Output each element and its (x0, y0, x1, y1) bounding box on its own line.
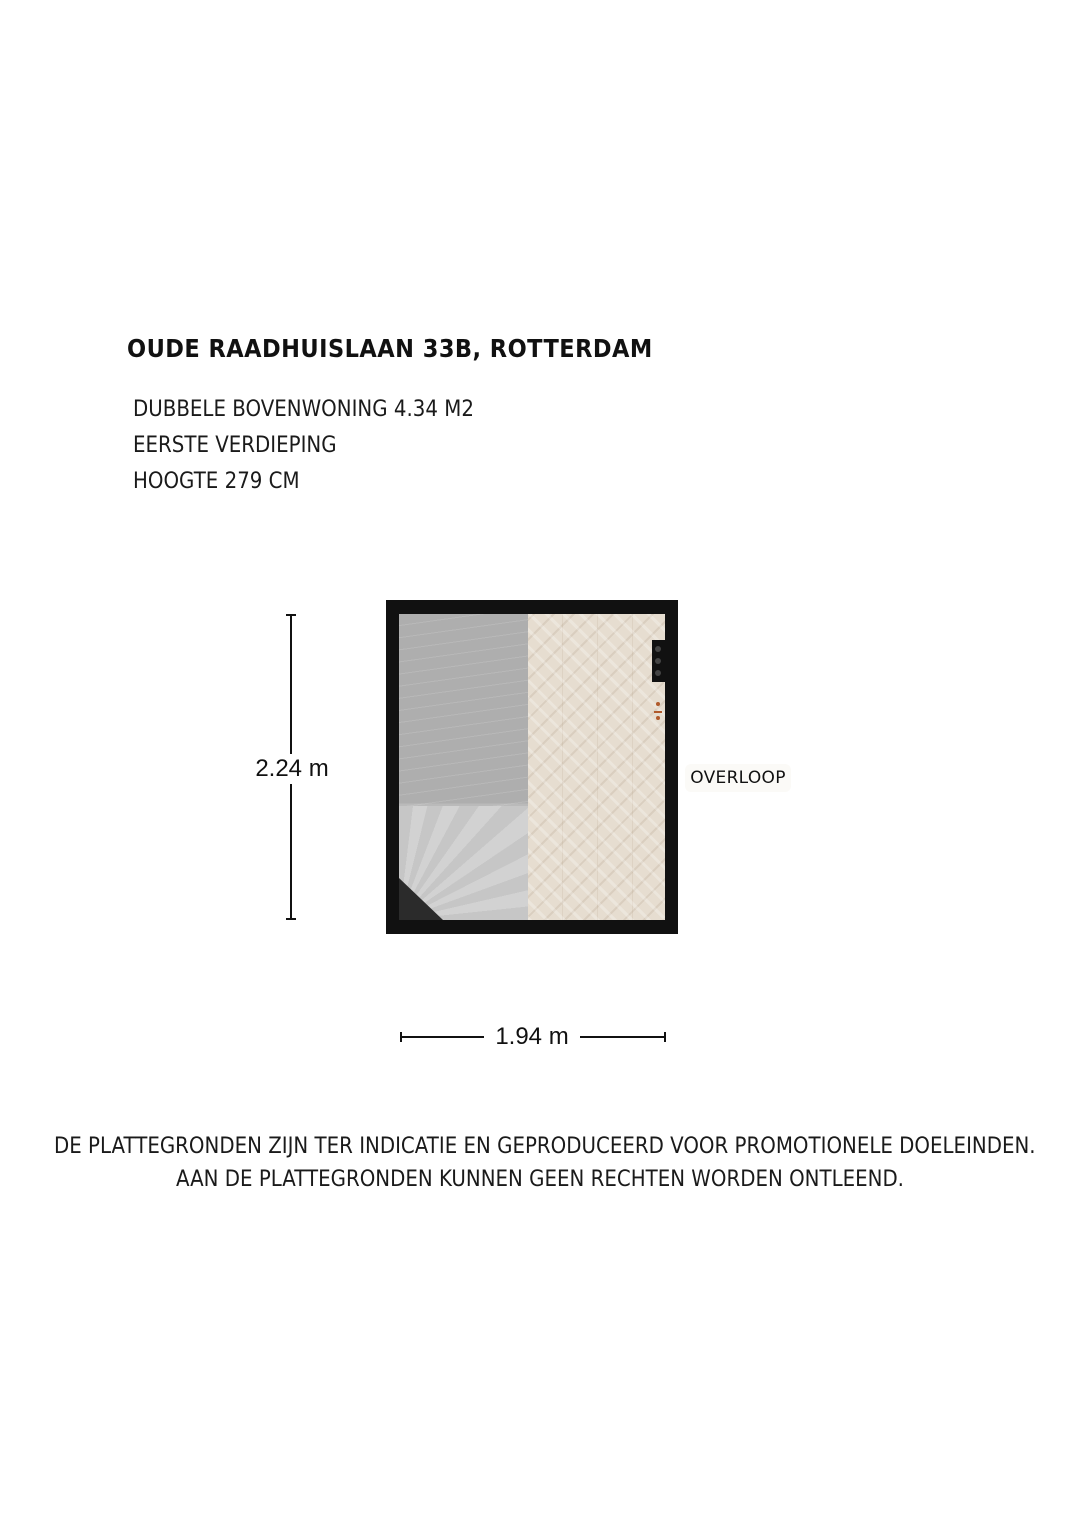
width-dimension-label: 1.94 m (484, 1022, 580, 1052)
address-title: OUDE RAADHUISLAAN 33B, ROTTERDAM (127, 334, 653, 363)
stair-corner (399, 878, 443, 920)
radiator-icon (654, 702, 662, 722)
wall-recess (652, 640, 665, 682)
landing-floor (528, 614, 786, 920)
property-type-area: DUBBELE BOVENWONING 4.34 M2 (133, 397, 474, 422)
disclaimer-line-1: DE PLATTEGRONDEN ZIJN TER INDICATIE EN GEPRODUCEERD VOOR PROMOTIONELE DOELEINDEN. (54, 1134, 1036, 1159)
floor-level: EERSTE VERDIEPING (133, 433, 337, 458)
height-dimension-label: 2.24 m (246, 754, 338, 784)
disclaimer (0, 1130, 1080, 1196)
room-label-overloop: OVERLOOP (685, 764, 791, 792)
ceiling-height: HOOGTE 279 CM (133, 469, 300, 494)
staircase (399, 614, 528, 920)
disclaimer-line-2: AAN DE PLATTEGRONDEN KUNNEN GEEN RECHTEN WORDEN ONTLEEND. (176, 1167, 904, 1192)
floor-plan (386, 600, 786, 934)
property-details (133, 392, 474, 500)
